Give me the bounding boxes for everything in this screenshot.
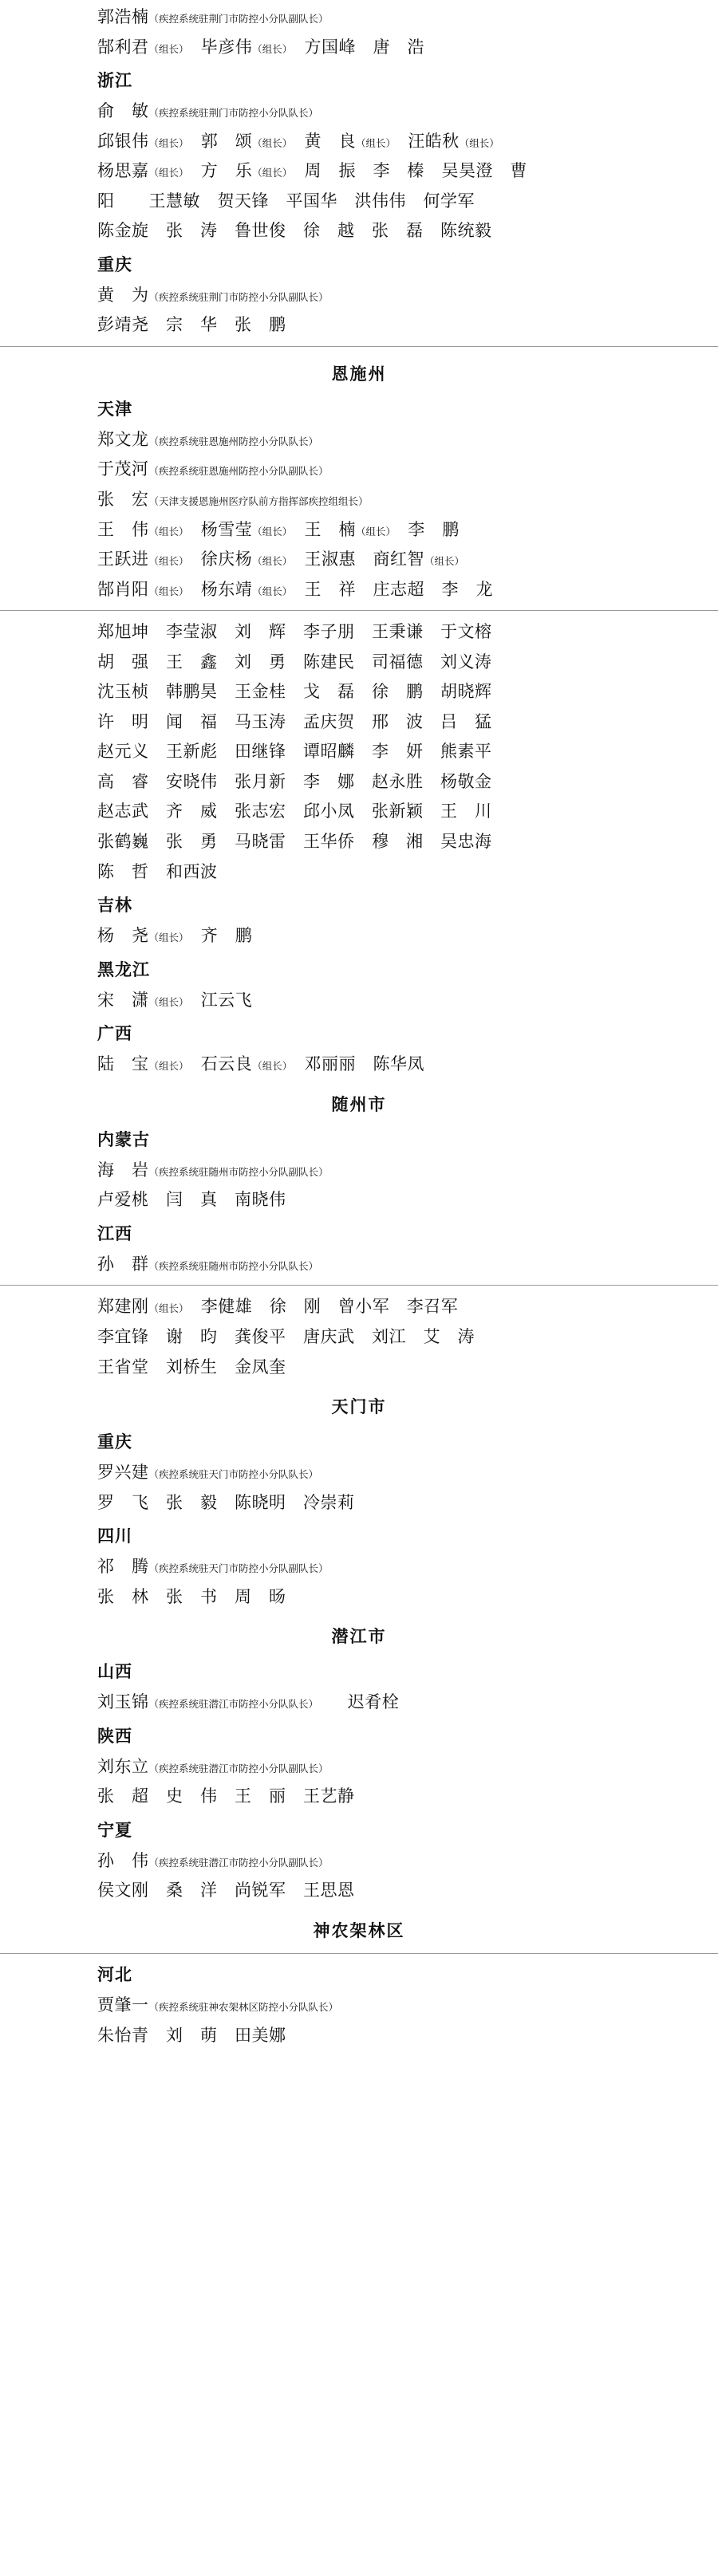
- province-heading: 山西: [97, 1662, 132, 1682]
- name-list: 陈 哲 和西波: [97, 861, 218, 881]
- name-row: [0, 517, 718, 543]
- leader-note: （组长）: [148, 167, 184, 179]
- section-divider: [0, 1953, 718, 1954]
- name-list: 邱银伟（组长） 郭 颂（组长） 黄 良（组长） 汪皓秋（组长）: [97, 131, 499, 151]
- name-list: 郜利君（组长） 毕彦伟（组长） 方国峰 唐 浩: [97, 37, 425, 57]
- name-row: [0, 98, 718, 124]
- province-heading: 广西: [97, 1024, 132, 1044]
- name-row: [0, 987, 718, 1014]
- name-row: [0, 128, 718, 155]
- role-note: （疾控系统驻荆门市防控小分队副队长）: [148, 14, 329, 25]
- name-row: [0, 546, 718, 573]
- role-note: （疾控系统驻荆门市防控小分队副队长）: [148, 291, 329, 303]
- section-divider: [0, 346, 718, 347]
- name-list: 张鹤巍 张 勇 马晓雷 王华侨 穆 湘 吴忠海: [97, 832, 492, 852]
- province-heading: 河北: [97, 1964, 132, 1984]
- name-row: [0, 1354, 718, 1381]
- name-list: 王省堂 刘桥生 金凤奎: [97, 1357, 286, 1377]
- name-row: [0, 923, 718, 949]
- name-row: [0, 2023, 718, 2049]
- name-row: [0, 1848, 718, 1874]
- leader-note: （组长）: [148, 137, 184, 149]
- role-note: （疾控系统驻荆门市防控小分队队长）: [148, 108, 319, 120]
- name-list: 陈金旋 张 涛 鲁世俊 徐 越 张 磊 陈统毅: [97, 221, 492, 241]
- leader-note: （组长）: [459, 137, 499, 149]
- role-note: （疾控系统驻随州市防控小分队副队长）: [148, 1166, 329, 1178]
- name-list: 杨 尧（组长） 齐 鹏: [97, 926, 253, 946]
- name-list: 赵志武 齐 威 张志宏 邱小凤 张新颖 王 川: [97, 802, 492, 821]
- name-list: 朱怡青 刘 萌 田美娜: [97, 2025, 286, 2045]
- leader-note: （组长）: [252, 585, 288, 597]
- name-list: 陆 宝（组长） 石云良（组长） 邓丽丽 陈华凤: [97, 1054, 425, 1074]
- name-list: 卢爱桃 闫 真 南晓伟: [97, 1190, 286, 1210]
- name-row: [0, 34, 718, 61]
- city-heading: 随州市: [331, 1094, 387, 1114]
- name-row: [0, 1251, 718, 1278]
- role-note: （天津支援恩施州医疗队前方指挥部疾控组组长）: [148, 496, 369, 508]
- role-note: （疾控系统驻恩施州防控小分队队长）: [148, 435, 319, 447]
- name-row: [0, 1051, 718, 1077]
- name-list-tail: 迟肴栓: [313, 1692, 400, 1712]
- name-row: [0, 158, 718, 184]
- name-row: [0, 1554, 718, 1580]
- section-divider: [0, 610, 718, 611]
- leader-note: （组长）: [148, 932, 184, 944]
- leader-note: （组长）: [148, 556, 184, 568]
- name-row: [0, 829, 718, 855]
- name-list: 许 明 闻 福 马玉涛 孟庆贺 邢 波 吕 猛: [97, 711, 492, 731]
- name-row: [0, 456, 718, 483]
- name-row: [0, 798, 718, 825]
- province-heading: 吉林: [97, 896, 132, 916]
- role-note: （疾控系统驻潜江市防控小分队副队长）: [148, 1857, 329, 1869]
- name-list: 赵元义 王新彪 田继锋 谭昭麟 李 妍 熊素平: [97, 742, 492, 762]
- leader-note: （组长）: [148, 1303, 184, 1315]
- name-row: [0, 282, 718, 309]
- leader-note: （组长）: [252, 1061, 288, 1073]
- province-heading: 黑龙江: [97, 959, 150, 979]
- province-heading: 江西: [97, 1223, 132, 1243]
- province-heading: 内蒙古: [97, 1129, 150, 1149]
- roster-content: [0, 4, 718, 2048]
- name-row: [0, 312, 718, 338]
- name-list: 郭浩楠: [97, 7, 149, 26]
- name-list: 杨思嘉（组长） 方 乐（组长） 周 振 李 榛 吴昊澄 曹: [97, 161, 528, 181]
- leader-note: （组长）: [148, 1061, 184, 1073]
- province-heading: 重庆: [97, 1432, 132, 1452]
- province-heading: 重庆: [97, 254, 132, 274]
- document-page: [0, 4, 718, 2048]
- name-list: 祁 腾: [97, 1557, 149, 1577]
- name-row: [0, 427, 718, 453]
- name-row: [0, 1187, 718, 1213]
- role-note: （疾控系统驻天门市防控小分队副队长）: [148, 1563, 329, 1575]
- name-list: 刘东立: [97, 1756, 149, 1776]
- province-heading: 陕西: [97, 1726, 132, 1746]
- name-list: 彭靖尧 宗 华 张 鹏: [97, 315, 286, 335]
- role-note: （疾控系统驻神农架林区防控小分队队长）: [148, 2001, 339, 2013]
- leader-note: （组长）: [356, 526, 391, 538]
- name-row: [0, 1294, 718, 1320]
- name-row: [0, 619, 718, 645]
- name-row: [0, 1877, 718, 1904]
- leader-note: （组长）: [148, 996, 184, 1008]
- province-heading: 浙江: [97, 71, 132, 91]
- name-list: 李宜锋 谢 昀 龚俊平 唐庆武 刘江 艾 涛: [97, 1326, 475, 1346]
- name-list: 郑文龙: [97, 429, 149, 449]
- role-note: （疾控系统驻潜江市防控小分队队长）: [148, 1699, 314, 1711]
- name-row: [0, 649, 718, 676]
- name-list: 沈玉桢 韩鹏昊 王金桂 戈 磊 徐 鹏 胡晓辉: [97, 682, 492, 702]
- name-list: 侯文刚 桑 洋 尚锐军 王思恩: [97, 1881, 355, 1900]
- name-row: [0, 739, 718, 765]
- name-row: [0, 1783, 718, 1810]
- leader-note: （组长）: [252, 43, 288, 55]
- name-list: 宋 潇（组长） 江云飞: [97, 990, 253, 1010]
- name-row: [0, 1490, 718, 1516]
- name-list: 郑旭坤 李莹淑 刘 辉 李子朋 王秉谦 于文榕: [97, 622, 492, 642]
- leader-note: （组长）: [148, 585, 184, 597]
- name-list: 海 岩: [97, 1160, 149, 1180]
- city-heading: 神农架林区: [313, 1920, 405, 1940]
- province-heading: 天津: [97, 399, 132, 419]
- name-row: [0, 1754, 718, 1780]
- name-list: 张 超 史 伟 王 丽 王艺静: [97, 1786, 355, 1806]
- name-row: [0, 679, 718, 705]
- name-list: 孙 伟: [97, 1850, 149, 1870]
- name-list: 王 伟（组长） 杨雪莹（组长） 王 楠（组长） 李 鹏: [97, 519, 460, 539]
- name-row: [0, 1584, 718, 1610]
- name-row: [0, 218, 718, 244]
- name-list: 郜肖阳（组长） 杨东靖（组长） 王 祥 庄志超 李 龙: [97, 579, 494, 599]
- name-row: [0, 1459, 718, 1486]
- name-list: 郑建刚（组长） 李健雄 徐 刚 曾小军 李召军: [97, 1297, 459, 1317]
- leader-note: （组长）: [356, 137, 391, 149]
- province-heading: 四川: [97, 1526, 132, 1546]
- name-list: 孙 群: [97, 1254, 149, 1274]
- city-heading: 恩施州: [331, 364, 387, 384]
- leader-note: （组长）: [424, 556, 465, 568]
- name-row: [0, 577, 718, 603]
- leader-note: （组长）: [148, 43, 184, 55]
- name-row: [0, 188, 718, 215]
- leader-note: （组长）: [252, 167, 288, 179]
- name-row: [0, 769, 718, 795]
- leader-note: （组长）: [148, 526, 184, 538]
- name-list: 罗兴建: [97, 1463, 149, 1483]
- name-row: [0, 1689, 718, 1715]
- role-note: （疾控系统驻恩施州防控小分队副队长）: [148, 466, 329, 478]
- name-row: [0, 1324, 718, 1350]
- name-list: 俞 敏: [97, 101, 149, 121]
- name-row: [0, 1992, 718, 2019]
- name-list: 张 宏: [97, 490, 149, 510]
- province-heading: 宁夏: [97, 1820, 132, 1840]
- name-list: 刘玉锦: [97, 1692, 149, 1712]
- name-row: [0, 486, 718, 513]
- name-list: 罗 飞 张 毅 陈晓明 冷崇莉: [97, 1492, 355, 1512]
- role-note: （疾控系统驻随州市防控小分队队长）: [148, 1260, 319, 1272]
- name-list: 于茂河: [97, 459, 149, 479]
- name-list: 黄 为: [97, 285, 149, 305]
- name-list: 张 林 张 书 周 旸: [97, 1586, 286, 1606]
- section-divider: [0, 1285, 718, 1286]
- name-list: 高 睿 安晓伟 张月新 李 娜 赵永胜 杨敬金: [97, 771, 492, 791]
- name-row: [0, 859, 718, 885]
- leader-note: （组长）: [252, 556, 288, 568]
- name-row: [0, 4, 718, 30]
- role-note: （疾控系统驻潜江市防控小分队副队长）: [148, 1763, 329, 1774]
- leader-note: （组长）: [252, 526, 288, 538]
- name-list: 贾肇一: [97, 1995, 149, 2015]
- name-row: [0, 1157, 718, 1184]
- role-note: （疾控系统驻天门市防控小分队队长）: [148, 1469, 319, 1481]
- name-list: 王跃进（组长） 徐庆杨（组长） 王淑惠 商红智（组长）: [97, 549, 465, 569]
- leader-note: （组长）: [252, 137, 288, 149]
- name-row: [0, 709, 718, 735]
- city-heading: 天门市: [331, 1397, 387, 1417]
- name-list: 阳 王慧敏 贺天锋 平国华 洪伟伟 何学军: [97, 191, 475, 211]
- name-list: 胡 强 王 鑫 刘 勇 陈建民 司福德 刘义涛: [97, 652, 492, 672]
- city-heading: 潜江市: [331, 1627, 387, 1647]
